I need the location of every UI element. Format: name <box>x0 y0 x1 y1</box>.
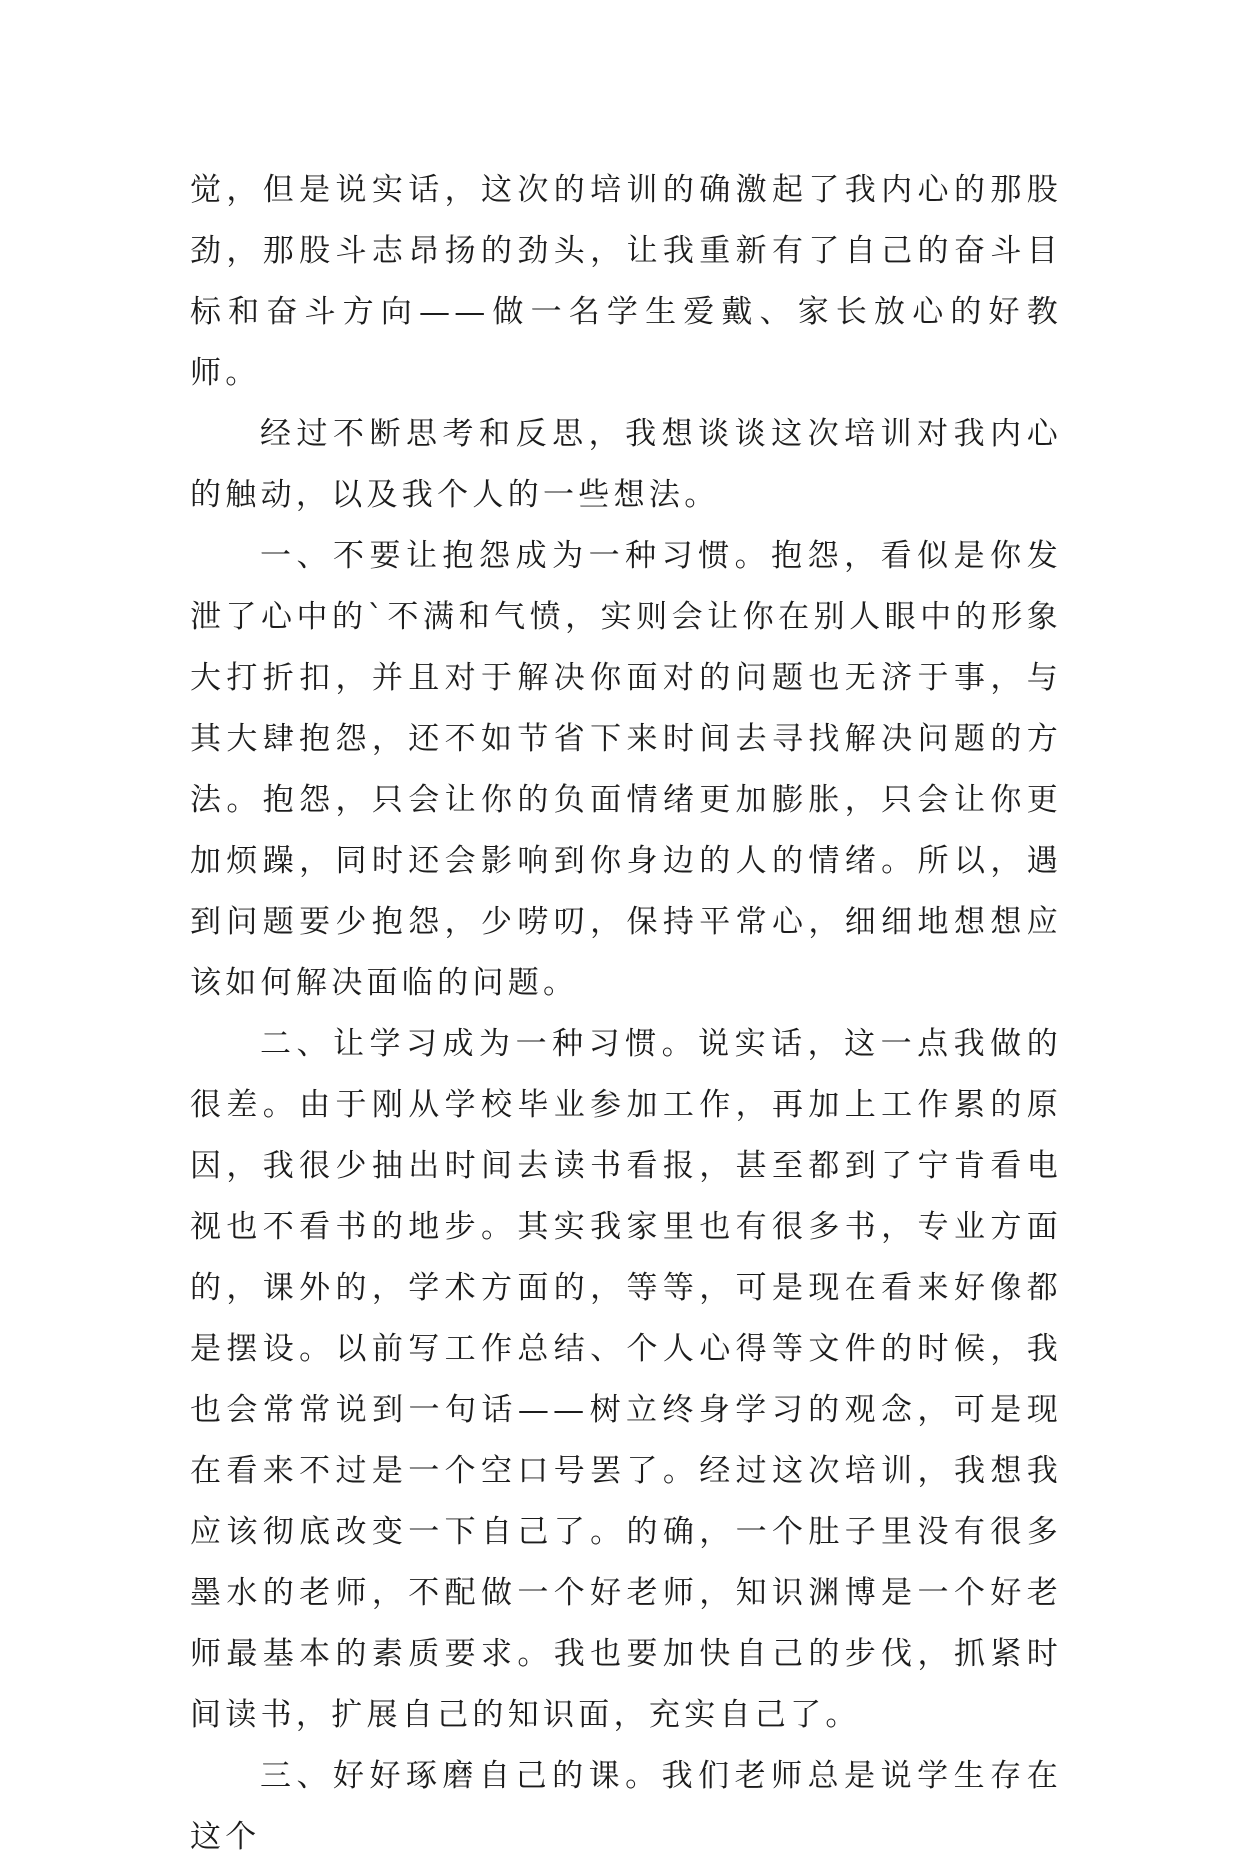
paragraph-point-three: 三、好好琢磨自己的课。我们老师总是说学生存在这个 <box>190 1758 1062 1855</box>
paragraph-point-one: 一、不要让抱怨成为一种习惯。抱怨，看似是你发泄了心中的`不满和气愤，实则会让你在别人眼中的形象大打折扣，并且对于解决你面对的问题也无济于事，与其大肆抱怨，还不如节省下来时间去寻找解决问题的方法。抱怨，只会让你的负面情绪更加膨胀，只会让你更加烦躁，同时还会影响到你身边的人的情绪。所以，遇到问题要少抱怨，少唠叨，保持平常心，细细地想想应该如何解决面临的问题。 <box>190 538 1062 1001</box>
paragraph-reflection-intro: 经过不断思考和反思，我想谈谈这次培训对我内心的触动，以及我个人的一些想法。 <box>190 416 1062 513</box>
paragraph-continuation: 觉，但是说实话，这次的培训的确激起了我内心的那股劲，那股斗志昂扬的劲头，让我重新有了自己的奋斗目标和奋斗方向——做一名学生爱戴、家长放心的好教师。 <box>190 172 1062 391</box>
paragraph-point-two: 二、让学习成为一种习惯。说实话，这一点我做的很差。由于刚从学校毕业参加工作，再加上工作累的原因，我很少抽出时间去读书看报，甚至都到了宁肯看电视也不看书的地步。其实我家里也有很多书，专业方面的，课外的，学术方面的，等等，可是现在看来好像都是摆设。以前写工作总结、个人心得等文件的时候，我也会常常说到一句话——树立终身学习的观念，可是现在看来不过是一个空口号罢了。经过这次培训，我想我应该彻底改变一下自己了。的确，一个肚子里没有很多墨水的老师，不配做一个好老师，知识渊博是一个好老师最基本的素质要求。我也要加快自己的步伐，抓紧时间读书，扩展自己的知识面，充实自己了。 <box>190 1026 1062 1733</box>
document-body <box>190 160 1062 1868</box>
